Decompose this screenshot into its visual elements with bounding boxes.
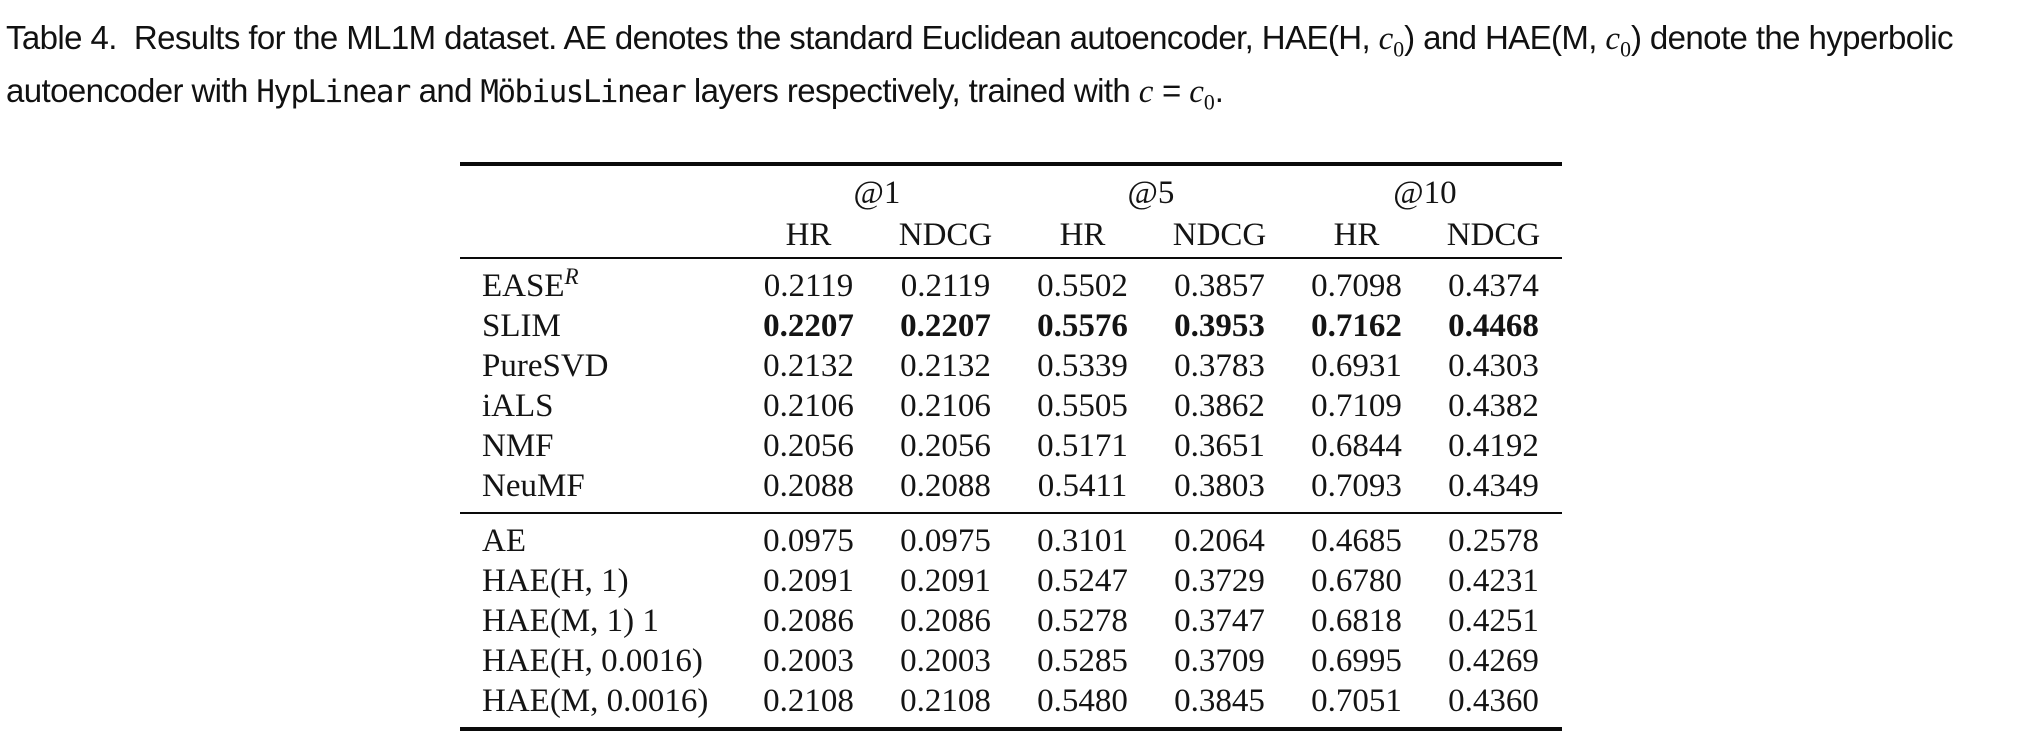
row-label: PureSVD (482, 348, 609, 385)
metric-value: 0.7093 (1311, 468, 1402, 505)
table-row (460, 426, 1562, 466)
col-header-ndcg-at5: NDCG (1151, 213, 1288, 258)
metric-value: 0.3101 (1014, 513, 1151, 561)
metric-value: 0.3803 (1174, 468, 1265, 505)
metric-value: 0.2088 (900, 468, 991, 505)
metric-value: 0.2003 (763, 643, 854, 680)
table-row (460, 258, 1562, 306)
metric-value: 0.6818 (1311, 603, 1402, 640)
table-row (460, 513, 1562, 561)
metric-value: 0.6995 (1311, 643, 1402, 680)
metric-value: 0.4192 (1448, 428, 1539, 465)
caption-segment: 0 (1203, 90, 1215, 115)
table-caption (0, 0, 2030, 118)
metric-value: 0.2207 (900, 308, 991, 345)
col-header-ndcg-at1: NDCG (877, 213, 1014, 258)
metric-value: 0.5285 (1037, 643, 1128, 680)
metric-value: 0.3845 (1174, 683, 1265, 720)
metric-value: 0.3709 (1174, 643, 1265, 680)
row-label: NMF (482, 428, 554, 465)
metric-value: 0.0975 (877, 513, 1014, 561)
metric-value: 0.4303 (1448, 348, 1539, 385)
metric-value: 0.2108 (763, 683, 854, 720)
caption-segment: = (1153, 72, 1190, 110)
row-label: HAE(H, 1) (482, 563, 629, 600)
table-row (460, 346, 1562, 386)
row-label: $EASE^R$ (482, 263, 579, 305)
caption-segment: MöbiusLinear (480, 75, 686, 111)
row-label: iALS (482, 388, 554, 425)
caption-segment: layers respectively, trained with (685, 72, 1139, 110)
metric-value: 0.5278 (1037, 603, 1128, 640)
metric-value: 0.2132 (763, 348, 854, 385)
row-label: HAE(M, 1) 1 (482, 603, 659, 640)
caption-segment: and (410, 72, 481, 110)
metric-value: 0.5480 (1037, 683, 1128, 720)
table-row (460, 386, 1562, 426)
metric-value: 0.2106 (763, 388, 854, 425)
metric-value: 0.6780 (1311, 563, 1402, 600)
metric-value: 0.2119 (900, 268, 991, 305)
metric-value: 0.4269 (1448, 643, 1539, 680)
metric-value: 0.0975 (740, 513, 877, 561)
metric-value: 0.5505 (1037, 388, 1128, 425)
baseline-models-section (460, 258, 1562, 513)
metric-value: 0.6844 (1311, 428, 1402, 465)
metric-value: 0.2119 (763, 268, 854, 305)
metric-value: 0.7098 (1311, 268, 1402, 305)
metric-value: 0.2003 (900, 643, 991, 680)
metric-value: 0.4374 (1448, 268, 1539, 305)
metric-value: 0.5339 (1037, 348, 1128, 385)
caption-segment: c (1605, 21, 1621, 57)
metric-value: 0.5502 (1037, 268, 1128, 305)
metric-value: 0.2064 (1151, 513, 1288, 561)
metric-value: 0.2578 (1425, 513, 1562, 561)
metric-value: 0.3953 (1174, 308, 1265, 345)
metric-value: 0.2108 (900, 683, 991, 720)
group-header-row (460, 164, 1562, 213)
table-row (460, 681, 1562, 729)
caption-segment: ) denote the hyperbolic autoencoder with (6, 19, 1953, 110)
group-header-at1: @1 (853, 175, 901, 212)
table-header (460, 164, 1562, 258)
caption-segment: . (1214, 72, 1224, 110)
col-header-ndcg-at10: NDCG (1425, 213, 1562, 258)
metric-value: 0.2091 (900, 563, 991, 600)
metric-value: 0.3857 (1174, 268, 1265, 305)
metric-value: 0.5171 (1037, 428, 1128, 465)
caption-segment: 0 (1620, 37, 1631, 62)
corner-cell (460, 164, 740, 213)
row-label: HAE(H, 0.0016) (482, 643, 703, 680)
metric-value: 0.3783 (1174, 348, 1265, 385)
metric-value: 0.4349 (1448, 468, 1539, 505)
col-header-hr-at1: HR (740, 213, 877, 258)
metric-value: 0.4468 (1448, 308, 1539, 345)
metric-value: 0.3729 (1174, 563, 1265, 600)
metric-value: 0.6931 (1311, 348, 1402, 385)
col-header-hr-at5: HR (1014, 213, 1151, 258)
row-label: NeuMF (482, 468, 585, 505)
caption-segment: ) and HAE(M, (1404, 19, 1606, 56)
col-header-hr-at10: HR (1288, 213, 1425, 258)
metric-value: 0.2056 (763, 428, 854, 465)
metric-value: 0.7162 (1311, 308, 1402, 345)
metric-value: 0.4360 (1448, 683, 1539, 720)
table-row (460, 641, 1562, 681)
metric-value: 0.2086 (763, 603, 854, 640)
metric-value: 0.4685 (1288, 513, 1425, 561)
metric-value: 0.2088 (763, 468, 854, 505)
row-label: AE (460, 513, 740, 561)
metric-value: 0.7051 (1311, 683, 1402, 720)
metric-value: 0.4251 (1448, 603, 1539, 640)
row-label-superscript: R (564, 263, 579, 290)
caption-segment: c (1189, 74, 1204, 111)
metric-value: 0.7109 (1311, 388, 1402, 425)
row-label: SLIM (482, 308, 561, 345)
group-header-at10: @10 (1393, 175, 1457, 212)
table-row (460, 561, 1562, 601)
metric-value: 0.2132 (900, 348, 991, 385)
row-label: HAE(M, 0.0016) (482, 683, 709, 720)
caption-segment: c (1138, 74, 1154, 111)
metric-value: 0.3747 (1174, 603, 1265, 640)
metric-value: 0.2086 (900, 603, 991, 640)
group-header-at5: @5 (1127, 175, 1175, 212)
metric-header-row (460, 213, 1562, 258)
metric-value: 0.4382 (1448, 388, 1539, 425)
caption-segment: c (1378, 21, 1394, 57)
results-table (460, 162, 1562, 731)
caption-segment: HypLinear (256, 75, 410, 111)
metric-value: 0.5411 (1037, 468, 1128, 505)
table-row (460, 601, 1562, 641)
metric-value: 0.2091 (763, 563, 854, 600)
metric-value: 0.2207 (763, 308, 854, 345)
caption-segment: 0 (1393, 37, 1405, 62)
metric-value: 0.5576 (1037, 308, 1128, 345)
corner-cell (460, 213, 740, 258)
autoencoder-models-section (460, 513, 1562, 729)
metric-value: 0.2056 (900, 428, 991, 465)
table-row (460, 466, 1562, 513)
caption-segment: Table 4. Results for the ML1M dataset. AE denotes the standard Euclidean autoencoder, HAE(H, (6, 19, 1379, 56)
table-row (460, 306, 1562, 346)
metric-value: 0.4231 (1448, 563, 1539, 600)
metric-value: 0.3651 (1174, 428, 1265, 465)
metric-value: 0.5247 (1037, 563, 1128, 600)
metric-value: 0.3862 (1174, 388, 1265, 425)
metric-value: 0.2106 (900, 388, 991, 425)
